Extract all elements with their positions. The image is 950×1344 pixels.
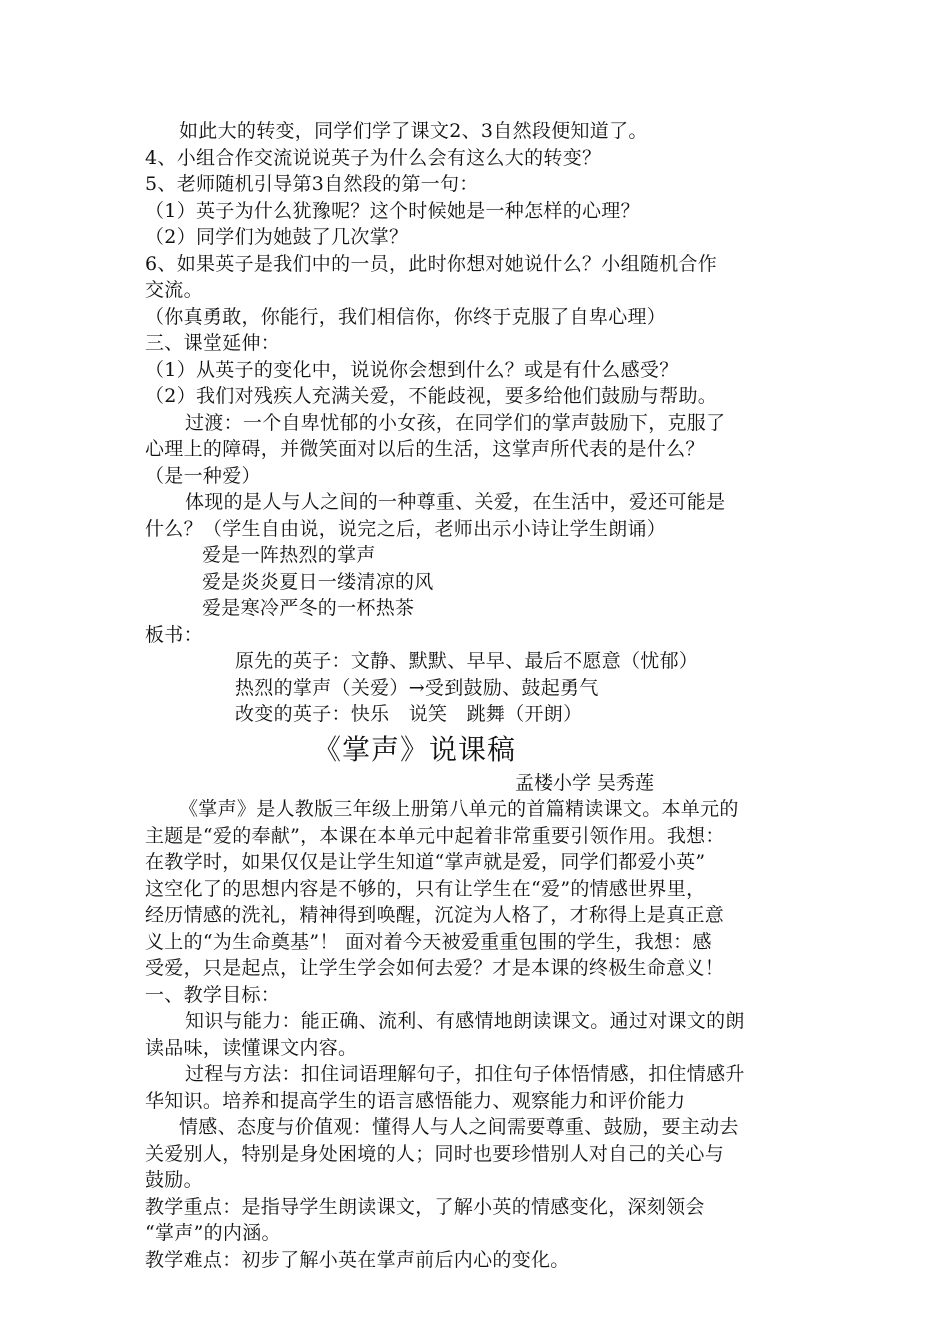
board-line: 热烈的掌声（关爱）→受到鼓励、鼓起勇气 — [235, 676, 599, 699]
sub-question-2: （2）同学们为她鼓了几次掌？ — [145, 226, 409, 248]
poem-line: 爱是炎炎夏日一缕清凉的风 — [202, 570, 434, 593]
paragraph-line: 这空化了的思想内容是不够的，只有让学生在“爱”的情感世界里， — [145, 877, 706, 900]
section-heading: 三、课堂延伸： — [145, 332, 281, 354]
paragraph-line: 体现的是人与人之间的一种尊重、关爱，在生活中，爱还可能是 — [185, 491, 726, 513]
paragraph-line: （是一种爱） — [145, 464, 261, 487]
paragraph-line: 心理上的障碍，并微笑面对以后的生活，这掌声所代表的是什么？ — [145, 438, 705, 460]
extension-item-1: （1）从英子的变化中，说说你会想到什么？或是有什么感受？ — [145, 358, 679, 381]
step-4: 4、小组合作交流说说英子为什么会有这么大的转变？ — [145, 146, 602, 169]
board-label: 板书： — [145, 623, 203, 646]
paragraph-line: 过渡：一个自卑忧郁的小女孩，在同学们的掌声鼓励下，克服了 — [185, 411, 726, 434]
board-line: 改变的英子：快乐 说笑 跳舞（开朗） — [235, 703, 583, 725]
paragraph-line: 如此大的转变，同学们学了课文2、3自然段便知道了。 — [179, 120, 648, 142]
section-heading: 一、教学目标： — [145, 983, 281, 1006]
paragraph-line: 华知识。培养和提高学生的语言感悟能力、观察能力和评价能力 — [145, 1089, 686, 1112]
step-6: 6、如果英子是我们中的一员，此时你想对她说什么？小组随机合作 — [145, 252, 718, 275]
paragraph-line: （你真勇敢，你能行，我们相信你，你终于克服了自卑心理） — [145, 305, 667, 328]
paragraph-line: 读品味，读懂课文内容。 — [145, 1036, 358, 1059]
paragraph-line: 主题是“爱的奉献”，本课在本单元中起着非常重要引领作用。我想： — [145, 824, 725, 847]
paragraph-line: 《掌声》是人教版三年级上册第八单元的首篇精读课文。本单元的 — [179, 798, 739, 820]
board-line: 原先的英子：文静、默默、早早、最后不愿意（忧郁） — [235, 650, 699, 672]
goal-process: 过程与方法：扣住词语理解句子，扣住句子体悟情感，扣住情感升 — [185, 1063, 745, 1085]
teaching-difficulty: 教学难点：初步了解小英在掌声前后内心的变化。 — [145, 1248, 570, 1271]
paragraph-line: 受爱，只是起点，让学生学会如何去爱？才是本课的终极生命意义！ — [145, 957, 725, 979]
sub-question-1: （1）英子为什么犹豫呢？这个时候她是一种怎样的心理？ — [145, 199, 640, 222]
poem-line: 爱是一阵热烈的掌声 — [202, 544, 376, 566]
paragraph-line: 鼓励。 — [145, 1169, 203, 1191]
document-page — [145, 118, 815, 1273]
paragraph-line: 在教学时，如果仅仅是让学生知道“掌声就是爱，同学们都爱小英” — [145, 851, 706, 873]
step-5: 5、老师随机引导第3自然段的第一句： — [145, 173, 479, 195]
goal-emotion: 情感、态度与价值观：懂得人与人之间需要尊重、鼓励，要主动去 — [179, 1116, 739, 1138]
paragraph-line: 经历情感的洗礼，精神得到唤醒，沉淀为人格了，才称得上是真正意 — [145, 904, 725, 926]
extension-item-2: （2）我们对残疾人充满关爱，不能歧视，要多给他们鼓励与帮助。 — [145, 385, 718, 407]
author-line: 孟楼小学 吴秀莲 — [515, 771, 655, 794]
teaching-focus: 教学重点：是指导学生朗读课文，了解小英的情感变化，深刻领会 — [145, 1195, 705, 1218]
goal-knowledge: 知识与能力：能正确、流利、有感情地朗读课文。通过对课文的朗 — [185, 1010, 745, 1032]
document-title: 《掌声》说课稿 — [313, 732, 517, 766]
paragraph-line: 交流。 — [145, 279, 203, 301]
paragraph-line: 关爱别人，特别是身处困境的人；同时也要珍惜别人对自己的关心与 — [145, 1142, 725, 1165]
paragraph-line: “掌声”的内涵。 — [145, 1222, 281, 1244]
paragraph-line: 什么？（学生自由说，说完之后，老师出示小诗让学生朗诵） — [145, 517, 667, 540]
poem-line: 爱是寒冷严冬的一杯热茶 — [202, 597, 415, 619]
paragraph-line: 义上的“为生命奠基”！ 面对着今天被爱重重包围的学生，我想：感 — [145, 930, 712, 953]
